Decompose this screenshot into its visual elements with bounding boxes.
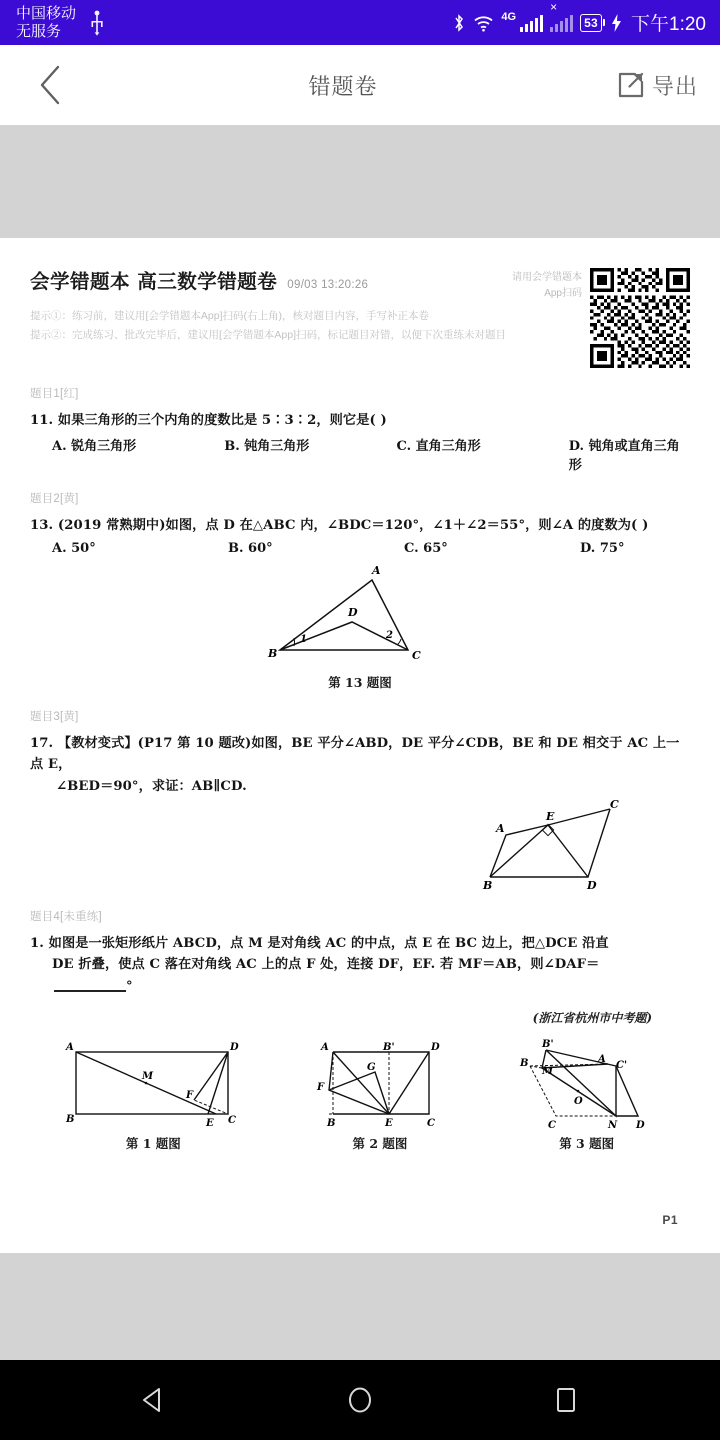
worksheet-header-right [506, 264, 690, 368]
question-tag-1: 题目1[红] [30, 388, 79, 400]
question-stem-1: 11. 如果三角形的三个内角的度数比是 5∶3∶2，则它是( ) [30, 413, 387, 428]
svg-text:B: B [483, 878, 493, 891]
svg-text:C': C' [615, 1060, 627, 1071]
option-c: C. 直角三角形 [396, 439, 481, 455]
figure-q13 [30, 562, 690, 691]
app-header [0, 45, 720, 125]
network-type-label: 4G [501, 10, 517, 23]
svg-text:E: E [206, 1118, 214, 1129]
carrier-name: 中国移动 [16, 5, 77, 23]
page-number: P1 [662, 1213, 678, 1227]
svg-text:B: B [66, 1114, 75, 1125]
nav-home-button[interactable] [332, 1372, 388, 1428]
sim-no-service-icon [550, 14, 573, 32]
worksheet-title: 会学错题本 高三数学错题卷 [30, 270, 278, 293]
option-d: D. 75° [580, 540, 625, 556]
svg-text:C: C [412, 648, 421, 662]
figure-3 [512, 1038, 662, 1152]
svg-text:E: E [546, 809, 555, 823]
carrier-info [16, 5, 76, 40]
charging-bolt-icon [612, 14, 621, 32]
svg-text:M: M [142, 1071, 154, 1082]
status-bar-clock: 下午1:20 [631, 14, 706, 35]
figure-row-q4 [30, 1038, 690, 1152]
option-c: C. 65° [404, 540, 448, 556]
svg-text:A: A [597, 1054, 606, 1065]
svg-text:B': B' [541, 1039, 554, 1050]
question-stem-2: 13. (2019 常熟期中)如图，点 D 在△ABC 内，∠BDC＝120°，∠1＋∠2＝55°，则∠A 的度数为( ) [30, 518, 649, 534]
worksheet-date: 09/03 13:20:26 [287, 279, 369, 291]
nav-recents-square-icon [551, 1385, 581, 1415]
hint-line-2: 提示②：完成练习、批改完毕后，建议用[会学错题本App]扫码，标记题目对错，以便下次重练未对题目 [30, 329, 507, 342]
battery-level: 53 [580, 14, 602, 32]
figure-caption-3: 第 3 题图 [559, 1136, 615, 1151]
svg-text:B: B [519, 1058, 529, 1069]
svg-text:B: B [268, 646, 278, 660]
battery-indicator [580, 14, 605, 32]
worksheet-hints [30, 307, 506, 346]
qr-code-icon[interactable] [590, 268, 690, 368]
figure-caption-1: 第 1 题图 [125, 1136, 181, 1151]
nav-back-triangle-icon [139, 1385, 169, 1415]
worksheet-header-left [30, 264, 506, 346]
status-bar-left [16, 5, 104, 40]
svg-text:D: D [430, 1042, 440, 1053]
question-stem-4-line-2: DE 折叠，使点 C 落在对角线 AC 上的点 F 处，连接 DF，EF. 若 MF＝AB，则∠DAF＝ [52, 957, 600, 973]
question-stem-4-line-1: 1. 如图是一张矩形纸片 ABCD，点 M 是对角线 AC 的中点，点 E 在 BC 边上，把△DCE 沿直 [30, 935, 609, 951]
worksheet-title-row [30, 266, 506, 294]
question-block-4 [30, 908, 690, 1152]
export-share-icon [616, 70, 646, 100]
option-b: B. 60° [228, 540, 273, 556]
question-content-1 [30, 410, 690, 473]
question-tag-4: 题目4[未重练] [30, 910, 102, 923]
question-block-3 [30, 708, 690, 891]
figure-q17 [30, 799, 690, 891]
nav-home-circle-icon [345, 1385, 375, 1415]
figure-1 [58, 1038, 248, 1152]
degree-suffix: ° [126, 978, 133, 994]
back-button[interactable] [30, 65, 70, 105]
qr-caption [506, 268, 582, 302]
status-bar [0, 0, 720, 45]
question-block-2 [30, 490, 690, 690]
svg-text:D: D [230, 1042, 239, 1053]
nav-recents-button[interactable] [538, 1372, 594, 1428]
parallelogram-fold-diagram-3 [512, 1038, 662, 1133]
qr-caption-line-1: 请用会学错题本 [512, 272, 582, 283]
svg-text:A: A [372, 563, 381, 577]
svg-text:D: D [587, 878, 597, 891]
svg-text:G: G [366, 1062, 376, 1073]
page-title: 错题卷 [308, 73, 378, 99]
rectangle-fold-diagram-2 [305, 1038, 455, 1133]
carrier-status: 无服务 [16, 22, 62, 40]
worksheet-page [0, 238, 720, 1253]
system-navigation-bar [0, 1360, 720, 1440]
battery-nub [603, 19, 605, 26]
svg-text:F: F [316, 1082, 325, 1093]
svg-text:E: E [384, 1118, 393, 1129]
triangle-abc-diagram [260, 562, 460, 667]
question-stem-3-line-2: ∠BED＝90°，求证：AB∥CD. [56, 778, 247, 794]
option-b: B. 钝角三角形 [224, 439, 310, 455]
wifi-icon [473, 14, 494, 32]
export-button[interactable] [616, 70, 698, 101]
nav-back-button[interactable] [126, 1372, 182, 1428]
bluetooth-icon [452, 13, 466, 33]
svg-text:D: D [635, 1120, 645, 1131]
question-content-4 [30, 933, 690, 997]
svg-text:A: A [66, 1042, 75, 1053]
worksheet-header [30, 264, 690, 368]
svg-text:1: 1 [300, 633, 307, 645]
svg-text:M: M [541, 1066, 553, 1077]
back-chevron-icon [37, 64, 63, 106]
svg-text:N: N [607, 1120, 617, 1131]
question-source-4: (浙江省杭州市中考题) [532, 1011, 652, 1025]
svg-text:O: O [573, 1096, 583, 1107]
figure-caption-2: 第 2 题图 [352, 1136, 408, 1151]
svg-text:2: 2 [386, 629, 393, 641]
svg-text:A: A [320, 1042, 329, 1053]
usb-icon [90, 10, 104, 36]
figure-2 [305, 1038, 455, 1152]
svg-text:C: C [547, 1120, 556, 1131]
question-content-3 [30, 733, 690, 797]
question-block-1 [30, 385, 690, 473]
figure-caption-q13: 第 13 题图 [328, 674, 392, 690]
quadrilateral-bed-diagram [470, 799, 630, 891]
question-tag-3: 题目3[黄] [30, 710, 79, 723]
qr-caption-line-2: App扫码 [544, 288, 582, 299]
question-options-1 [30, 435, 690, 473]
answer-blank[interactable] [54, 979, 126, 992]
rectangle-fold-diagram-1 [58, 1038, 248, 1133]
svg-text:B': B' [382, 1042, 395, 1053]
svg-text:D: D [348, 605, 358, 619]
question-options-2 [30, 541, 690, 556]
question-stem-3-line-1: 17. 【教材变式】(P17 第 10 题改)如图，BE 平分∠ABD，DE 平分∠CDB，BE 和 DE 相交于 AC 上一点 E， [30, 735, 680, 773]
svg-text:F: F [186, 1090, 194, 1101]
document-viewer[interactable] [0, 125, 720, 1360]
svg-text:C: C [228, 1115, 237, 1126]
export-label: 导出 [651, 73, 698, 99]
question-tag-2: 题目2[黄] [30, 493, 79, 506]
svg-text:C: C [610, 798, 619, 811]
option-d: D. 钝角或直角三角形 [568, 439, 680, 474]
status-bar-right [452, 9, 706, 36]
svg-text:B: B [326, 1118, 336, 1129]
hint-line-1: 提示①：练习前，建议用[会学错题本App]扫码(右上角)，核对题目内容，手写补正本卷 [30, 310, 430, 322]
option-a: A. 50° [52, 540, 96, 556]
signal-bars-icon [520, 14, 543, 32]
question-content-2 [30, 515, 690, 555]
svg-text:A: A [496, 821, 505, 835]
svg-text:C: C [426, 1118, 435, 1129]
option-a: A. 锐角三角形 [52, 439, 137, 455]
